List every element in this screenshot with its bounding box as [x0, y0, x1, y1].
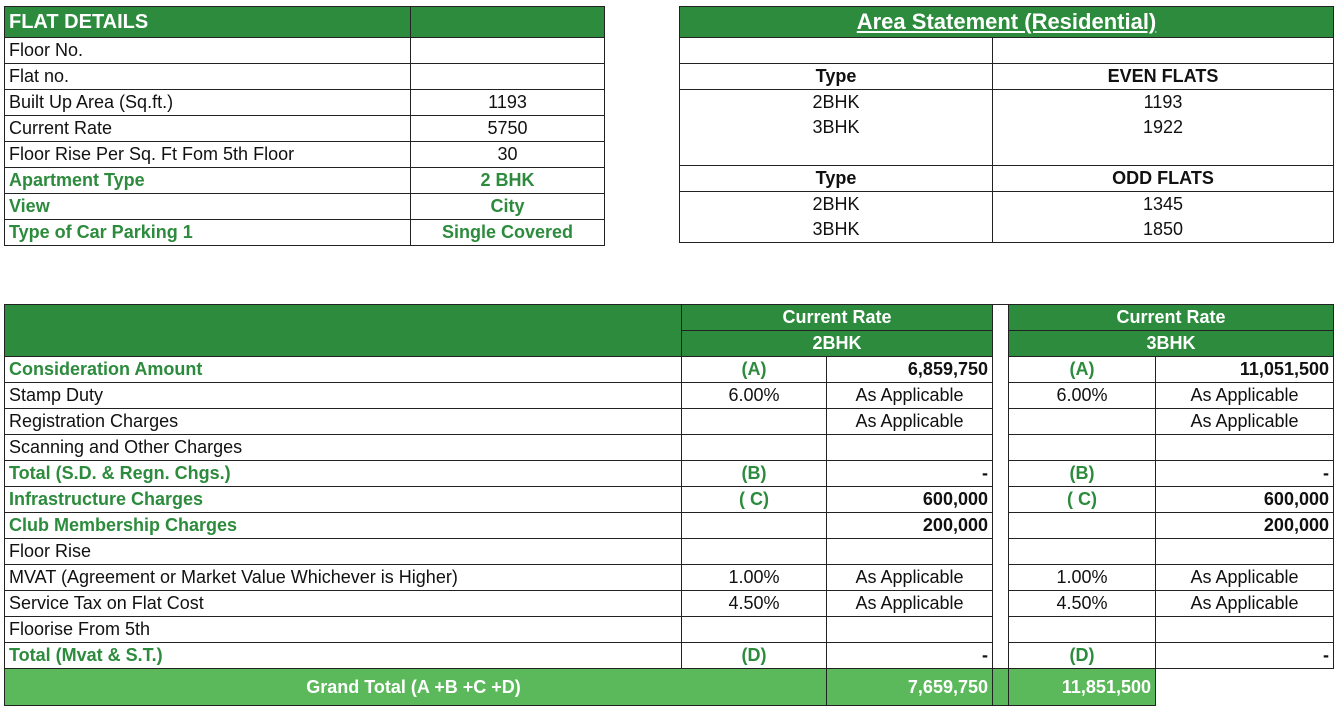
cost-code-2bhk: (D) — [682, 643, 827, 669]
cost-value-3bhk: 200,000 — [1156, 513, 1334, 539]
table-row — [5, 643, 1334, 669]
area-statement-title: Area Statement (Residential) — [680, 7, 1334, 38]
cost-label: Consideration Amount — [5, 357, 682, 383]
table-row — [680, 115, 1334, 140]
cost-header-blank — [5, 305, 682, 357]
cost-value-2bhk — [827, 617, 993, 643]
cost-value-3bhk: As Applicable — [1156, 383, 1334, 409]
table-row — [5, 409, 1334, 435]
cost-code-3bhk — [1009, 409, 1156, 435]
flat-details-title: FLAT DETAILS — [5, 7, 411, 38]
table-row — [5, 220, 605, 246]
flat-label: Floor Rise Per Sq. Ft Fom 5th Floor — [5, 142, 411, 168]
cost-code-3bhk: (A) — [1009, 357, 1156, 383]
cost-value-2bhk: - — [827, 461, 993, 487]
cost-value-2bhk: As Applicable — [827, 591, 993, 617]
grand-total-code-3bhk-blank — [993, 669, 1009, 706]
cost-value-2bhk — [827, 539, 993, 565]
cost-code-3bhk — [1009, 513, 1156, 539]
cost-value-2bhk — [827, 435, 993, 461]
table-row — [5, 357, 1334, 383]
table-row — [5, 513, 1334, 539]
area-statement-table — [679, 6, 1334, 243]
cost-label: Floor Rise — [5, 539, 682, 565]
even-type: 2BHK — [680, 90, 993, 116]
cost-code-3bhk — [1009, 539, 1156, 565]
table-row — [5, 461, 1334, 487]
cost-value-2bhk: 200,000 — [827, 513, 993, 539]
table-row — [5, 565, 1334, 591]
odd-type: 2BHK — [680, 192, 993, 218]
flat-label: Type of Car Parking 1 — [5, 220, 411, 246]
cost-code-2bhk — [682, 539, 827, 565]
cost-code-3bhk: (D) — [1009, 643, 1156, 669]
cost-code-3bhk: 1.00% — [1009, 565, 1156, 591]
cost-value-3bhk — [1156, 435, 1334, 461]
cost-code-2bhk: 4.50% — [682, 591, 827, 617]
table-row — [680, 217, 1334, 243]
grand-total-2bhk: 7,659,750 — [827, 669, 993, 706]
table-row — [5, 142, 605, 168]
cost-label: Club Membership Charges — [5, 513, 682, 539]
cost-value-3bhk: - — [1156, 461, 1334, 487]
flat-details-table — [4, 6, 605, 246]
cost-code-2bhk — [682, 617, 827, 643]
cost-value-3bhk: As Applicable — [1156, 409, 1334, 435]
cost-value-2bhk: - — [827, 643, 993, 669]
blank-cell — [993, 38, 1334, 64]
cost-value-3bhk: - — [1156, 643, 1334, 669]
cost-code-2bhk: 6.00% — [682, 383, 827, 409]
flat-value[interactable]: City — [411, 194, 605, 220]
flat-label: View — [5, 194, 411, 220]
table-row — [5, 435, 1334, 461]
blank-cell — [680, 140, 993, 166]
cost-label: Total (Mvat & S.T.) — [5, 643, 682, 669]
flat-details-title-blank — [411, 7, 605, 38]
flat-label: Built Up Area (Sq.ft.) — [5, 90, 411, 116]
cost-code-3bhk — [1009, 435, 1156, 461]
flat-label: Apartment Type — [5, 168, 411, 194]
cost-label: MVAT (Agreement or Market Value Whichever is Higher) — [5, 565, 682, 591]
grand-total-3bhk: 11,851,500 — [1009, 669, 1156, 706]
cost-value-3bhk — [1156, 617, 1334, 643]
cost-label: Floorise From 5th — [5, 617, 682, 643]
cost-code-2bhk — [682, 513, 827, 539]
flat-label: Flat no. — [5, 64, 411, 90]
grand-total-label: Grand Total (A +B +C +D) — [5, 669, 827, 706]
table-row — [5, 383, 1334, 409]
flat-label: Floor No. — [5, 38, 411, 64]
cost-label: Scanning and Other Charges — [5, 435, 682, 461]
cost-code-3bhk: ( C) — [1009, 487, 1156, 513]
odd-area: 1850 — [993, 217, 1334, 243]
table-row — [5, 38, 605, 64]
col-2bhk-line2: 2BHK — [682, 331, 993, 357]
cost-label: Total (S.D. & Regn. Chgs.) — [5, 461, 682, 487]
cost-value-3bhk: As Applicable — [1156, 565, 1334, 591]
table-row — [5, 487, 1334, 513]
cost-code-3bhk: 4.50% — [1009, 591, 1156, 617]
table-row — [5, 168, 605, 194]
flat-value[interactable]: 30 — [411, 142, 605, 168]
cost-value-3bhk: As Applicable — [1156, 591, 1334, 617]
cost-value-3bhk: 600,000 — [1156, 487, 1334, 513]
cost-code-2bhk: (B) — [682, 461, 827, 487]
even-flats-header: EVEN FLATS — [993, 64, 1334, 90]
table-row — [5, 539, 1334, 565]
even-type: 3BHK — [680, 115, 993, 140]
blank-cell — [680, 38, 993, 64]
flat-label: Current Rate — [5, 116, 411, 142]
cost-code-2bhk — [682, 409, 827, 435]
cost-label: Stamp Duty — [5, 383, 682, 409]
table-row — [680, 192, 1334, 218]
odd-type-header: Type — [680, 166, 993, 192]
cost-code-2bhk: (A) — [682, 357, 827, 383]
grand-total-row — [5, 669, 1334, 706]
col-3bhk-line1: Current Rate — [1009, 305, 1334, 331]
even-area: 1922 — [993, 115, 1334, 140]
flat-value[interactable] — [411, 64, 605, 90]
table-row — [5, 591, 1334, 617]
cost-sheet-table — [4, 304, 1334, 706]
flat-value[interactable] — [411, 38, 605, 64]
odd-area: 1345 — [993, 192, 1334, 218]
blank-cell — [993, 140, 1334, 166]
cost-code-2bhk: ( C) — [682, 487, 827, 513]
table-row — [5, 90, 605, 116]
odd-flats-header: ODD FLATS — [993, 166, 1334, 192]
col-2bhk-line1: Current Rate — [682, 305, 993, 331]
cost-value-3bhk — [1156, 539, 1334, 565]
cost-value-2bhk: 6,859,750 — [827, 357, 993, 383]
cost-code-2bhk: 1.00% — [682, 565, 827, 591]
cost-label: Registration Charges — [5, 409, 682, 435]
cost-label: Infrastructure Charges — [5, 487, 682, 513]
table-row — [5, 194, 605, 220]
cost-value-2bhk: As Applicable — [827, 565, 993, 591]
cost-label: Service Tax on Flat Cost — [5, 591, 682, 617]
cost-value-2bhk: 600,000 — [827, 487, 993, 513]
cost-code-3bhk: (B) — [1009, 461, 1156, 487]
table-row — [5, 617, 1334, 643]
flat-value[interactable]: 2 BHK — [411, 168, 605, 194]
table-row — [5, 64, 605, 90]
odd-type: 3BHK — [680, 217, 993, 243]
col-3bhk-line2: 3BHK — [1009, 331, 1334, 357]
cost-value-3bhk: 11,051,500 — [1156, 357, 1334, 383]
table-row — [5, 116, 605, 142]
cost-value-2bhk: As Applicable — [827, 383, 993, 409]
cost-code-2bhk — [682, 435, 827, 461]
cost-value-2bhk: As Applicable — [827, 409, 993, 435]
cost-code-3bhk — [1009, 617, 1156, 643]
even-area: 1193 — [993, 90, 1334, 116]
table-row — [680, 90, 1334, 116]
even-type-header: Type — [680, 64, 993, 90]
cost-code-3bhk: 6.00% — [1009, 383, 1156, 409]
flat-value[interactable]: 5750 — [411, 116, 605, 142]
flat-value[interactable]: Single Covered — [411, 220, 605, 246]
column-gap — [993, 305, 1009, 669]
flat-value[interactable]: 1193 — [411, 90, 605, 116]
